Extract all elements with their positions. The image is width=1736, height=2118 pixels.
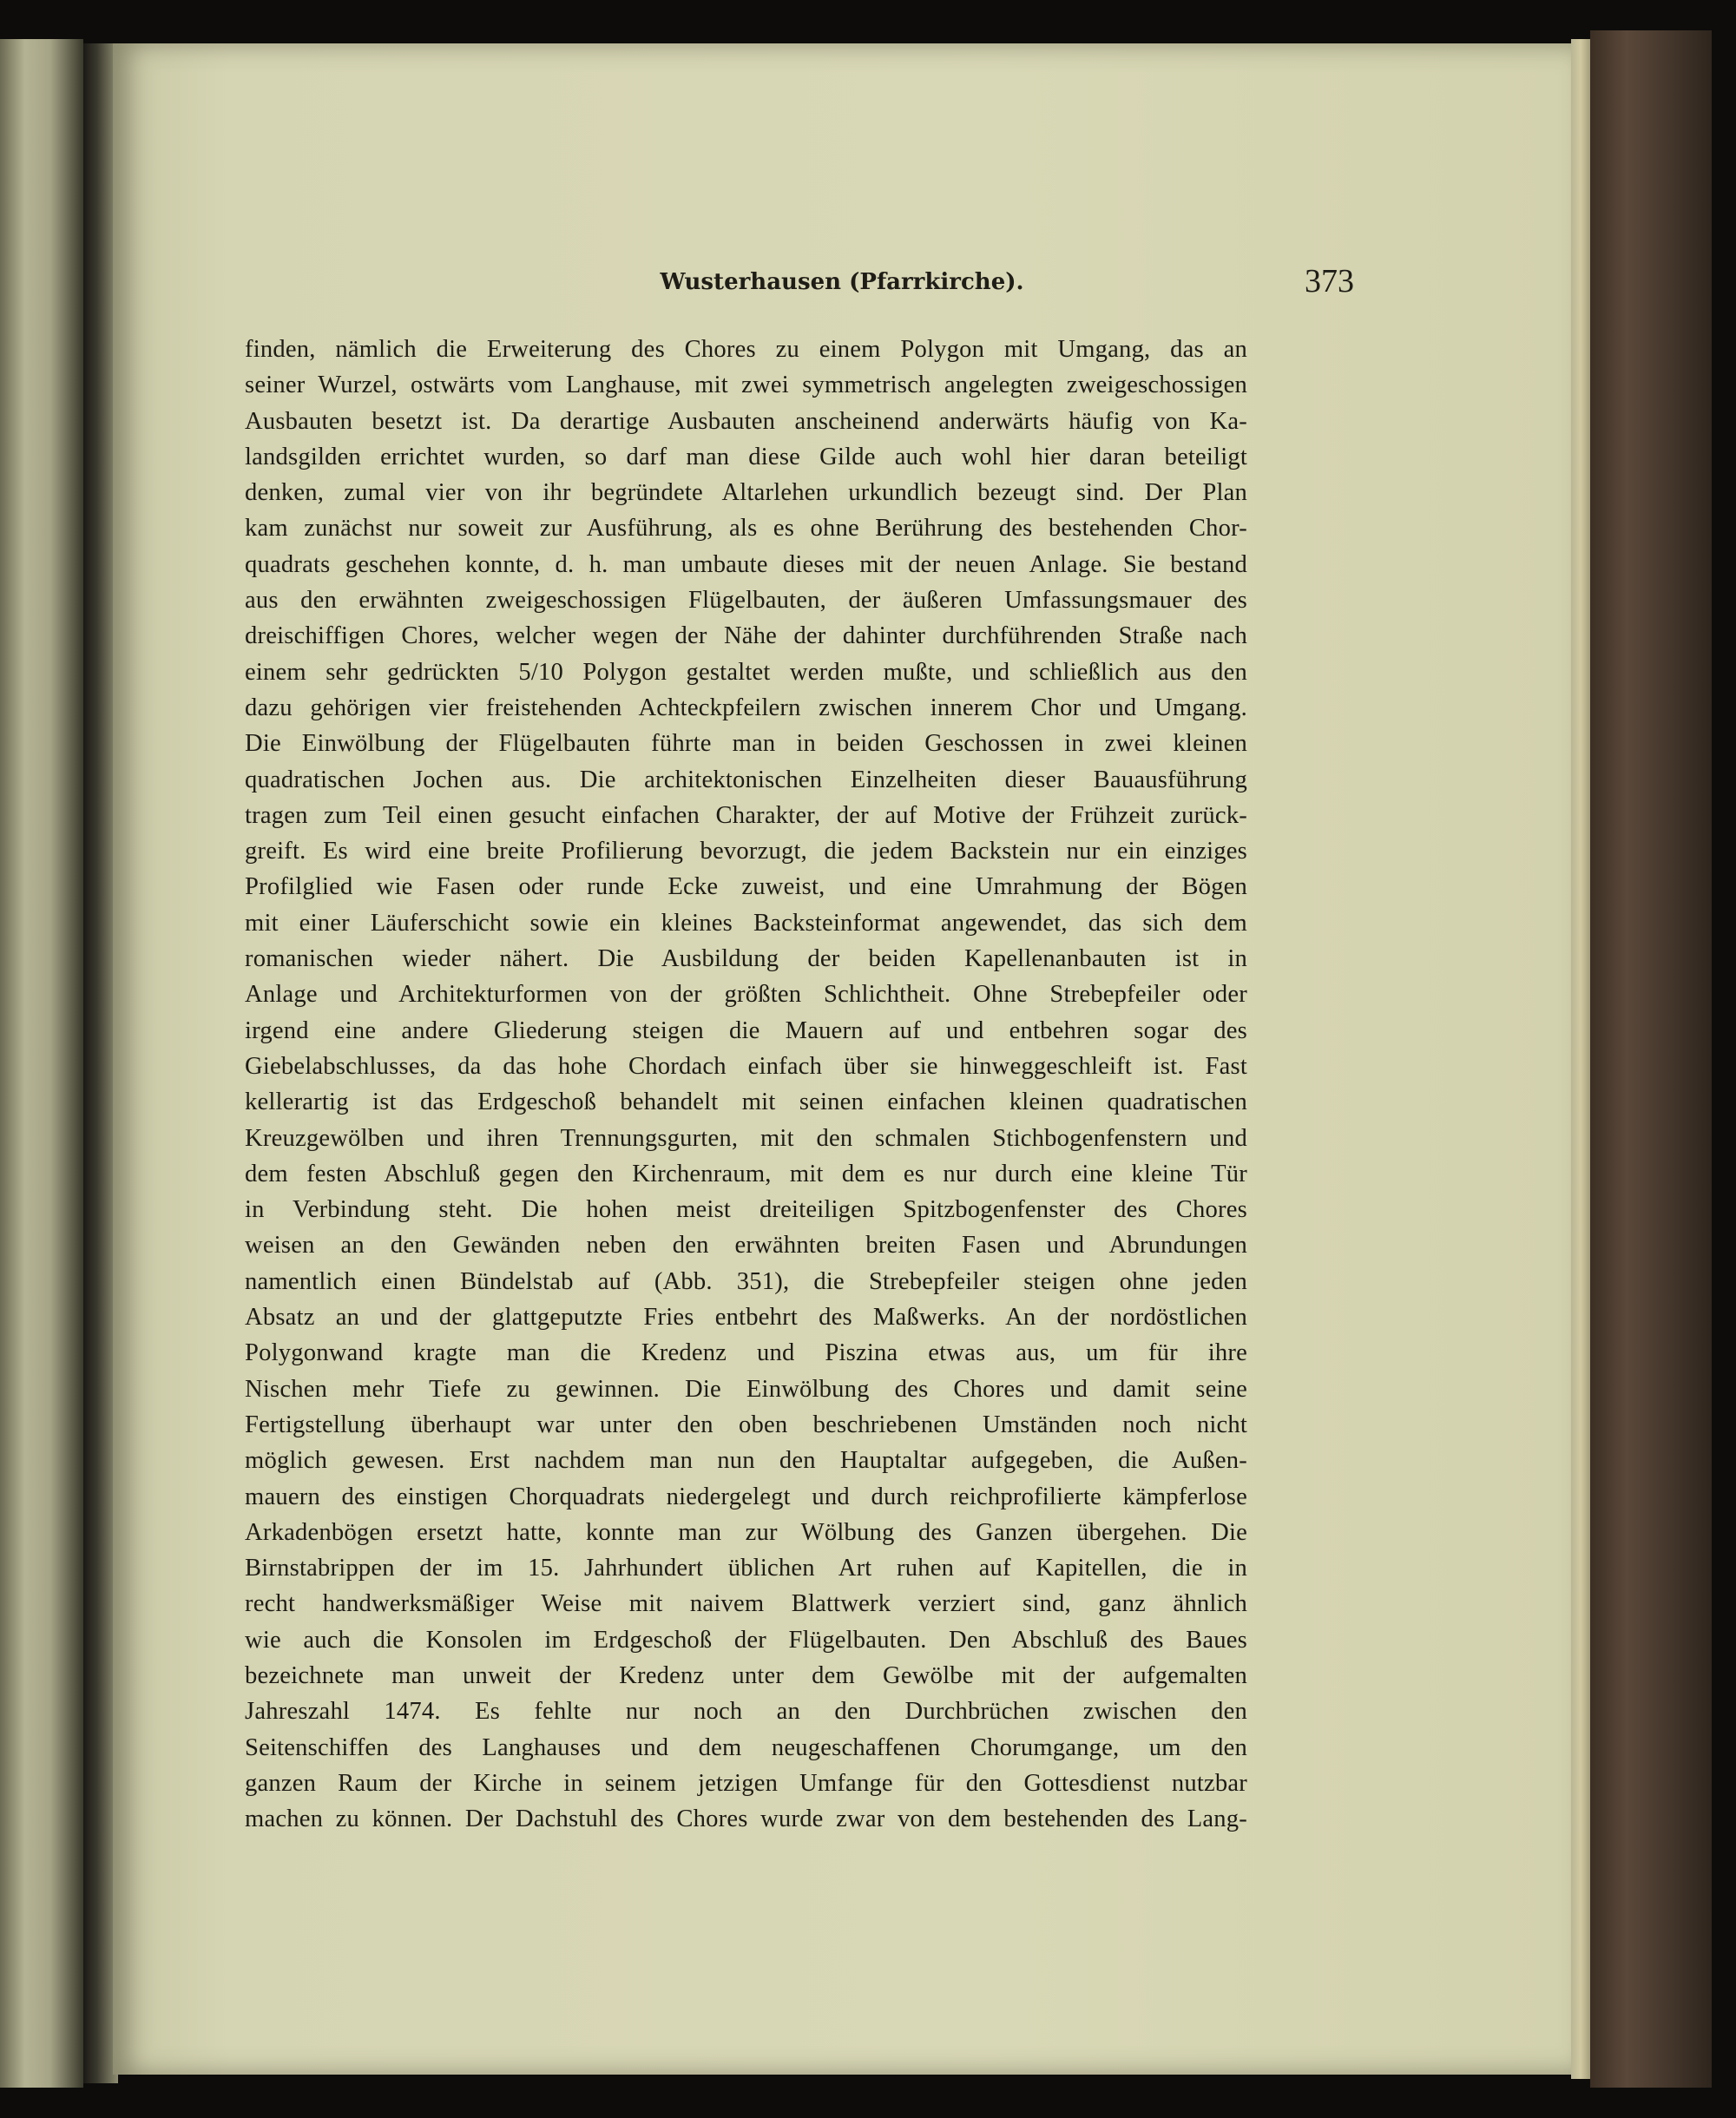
text-line: Arkadenbögen ersetzt hatte, konnte man zur Wölbung des Ganzen übergehen. Die [245, 1518, 1247, 1546]
text-line: dem festen Abschluß gegen den Kirchenraum, mit dem es nur durch eine kleine Tür [245, 1160, 1247, 1187]
text-line: Ausbauten besetzt ist. Da derartige Ausbauten anscheinend anderwärts häufig von Ka- [245, 407, 1247, 435]
text-line: Nischen mehr Tiefe zu gewinnen. Die Einwölbung des Chores und damit seine [245, 1375, 1247, 1403]
text-line: bezeichnete man unweit der Kredenz unter dem Gewölbe mit der aufgemalten [245, 1661, 1247, 1689]
text-line: Profilglied wie Fasen oder runde Ecke zuweist, und eine Umrahmung der Bögen [245, 873, 1247, 901]
text-line: finden, nämlich die Erweiterung des Chores zu einem Polygon mit Umgang, das an [245, 336, 1247, 363]
text-line: Giebelabschlusses, da das hohe Chordach einfach über sie hinweggeschleift ist. Fast [245, 1052, 1247, 1080]
body-text [245, 332, 1247, 1833]
text-line: landsgilden errichtet wurden, so darf man diese Gilde auch wohl hier daran beteiligt [245, 443, 1247, 470]
text-line: romanischen wieder nähert. Die Ausbildung der beiden Kapellenanbauten ist in [245, 945, 1247, 973]
text-line: in Verbindung steht. Die hohen meist dreiteiligen Spitzbogenfenster des Chores [245, 1196, 1247, 1224]
text-line: Absatz an und der glattgeputzte Fries entbehrt des Maßwerks. An der nordöstlichen [245, 1304, 1247, 1332]
text-line: tragen zum Teil einen gesucht einfachen Charakter, der auf Motive der Frühzeit zurück- [245, 801, 1247, 829]
text-line: Birnstabrippen der im 15. Jahrhundert üblichen Art ruhen auf Kapitellen, die in [245, 1555, 1247, 1582]
text-line: machen zu können. Der Dachstuhl des Chores wurde zwar von dem bestehenden des Lang- [245, 1806, 1247, 1833]
text-line: seiner Wurzel, ostwärts vom Langhause, mit zwei symmetrisch angelegten zweigeschossigen [245, 372, 1247, 399]
page-number: 373 [1305, 263, 1354, 299]
text-line: weisen an den Gewänden neben den erwähnten breiten Fasen und Abrundungen [245, 1232, 1247, 1260]
text-line: Kreuzgewölben und ihren Trennungsgurten, mit den schmalen Stichbogenfenstern und [245, 1124, 1247, 1152]
text-line: mauern des einstigen Chorquadrats niedergelegt und durch reichprofilierte kämpferlose [245, 1483, 1247, 1510]
text-line: irgend eine andere Gliederung steigen die Mauern auf und entbehren sogar des [245, 1016, 1247, 1044]
page-stack-edge [1571, 39, 1590, 2079]
text-line: quadrats geschehen konnte, d. h. man umbaute dieses mit der neuen Anlage. Sie bestand [245, 550, 1247, 578]
text-line: möglich gewesen. Erst nachdem man nun den Hauptaltar aufgegeben, die Außen- [245, 1447, 1247, 1475]
text-line: denken, zumal vier von ihr begründete Altarlehen urkundlich bezeugt sind. Der Plan [245, 479, 1247, 507]
text-line: dreischiffigen Chores, welcher wegen der Nähe der dahinter durchführenden Straße nach [245, 622, 1247, 650]
text-line: Seitenschiffen des Langhauses und dem neugeschaffenen Chorumgange, um den [245, 1733, 1247, 1761]
text-line: Die Einwölbung der Flügelbauten führte man in beiden Geschossen in zwei kleinen [245, 730, 1247, 758]
running-head: Wusterhausen (Pfarrkirche). [660, 269, 1024, 295]
page-header [113, 260, 1571, 312]
text-line: quadratischen Jochen aus. Die architektonischen Einzelheiten dieser Bauausführung [245, 766, 1247, 793]
text-line: mit einer Läuferschicht sowie ein kleines Backsteinformat angewendet, das sich dem [245, 909, 1247, 937]
text-line: namentlich einen Bündelstab auf (Abb. 351), die Strebepfeiler steigen ohne jeden [245, 1267, 1247, 1295]
text-line: dazu gehörigen vier freistehenden Achteckpfeilern zwischen innerem Chor und Umgang. [245, 694, 1247, 721]
text-line: wie auch die Konsolen im Erdgeschoß der Flügelbauten. Den Abschluß des Baues [245, 1626, 1247, 1654]
previous-page-edge [0, 39, 83, 2088]
text-line: recht handwerksmäßiger Weise mit naivem Blattwerk verziert sind, ganz ähnlich [245, 1590, 1247, 1618]
text-line: Fertigstellung überhaupt war unter den oben beschriebenen Umständen noch nicht [245, 1411, 1247, 1438]
text-line: Polygonwand kragte man die Kredenz und Piszina etwas aus, um für ihre [245, 1339, 1247, 1367]
book-cover [1590, 30, 1712, 2088]
text-line: kellerartig ist das Erdgeschoß behandelt mit seinen einfachen kleinen quadratischen [245, 1089, 1247, 1116]
text-line: ganzen Raum der Kirche in seinem jetzigen Umfange für den Gottesdienst nutzbar [245, 1769, 1247, 1797]
text-line: kam zunächst nur soweit zur Ausführung, als es ohne Berührung des bestehenden Chor- [245, 515, 1247, 543]
text-line: einem sehr gedrückten 5/10 Polygon gestaltet werden mußte, und schließlich aus den [245, 658, 1247, 686]
text-line: Jahreszahl 1474. Es fehlte nur noch an den Durchbrüchen zwischen den [245, 1698, 1247, 1726]
text-line: aus den erwähnten zweigeschossigen Flügelbauten, der äußeren Umfassungsmauer des [245, 587, 1247, 615]
text-line: greift. Es wird eine breite Profilierung bevorzugt, die jedem Backstein nur ein einziges [245, 838, 1247, 865]
text-line: Anlage und Architekturformen von der größten Schlichtheit. Ohne Strebepfeiler oder [245, 981, 1247, 1009]
